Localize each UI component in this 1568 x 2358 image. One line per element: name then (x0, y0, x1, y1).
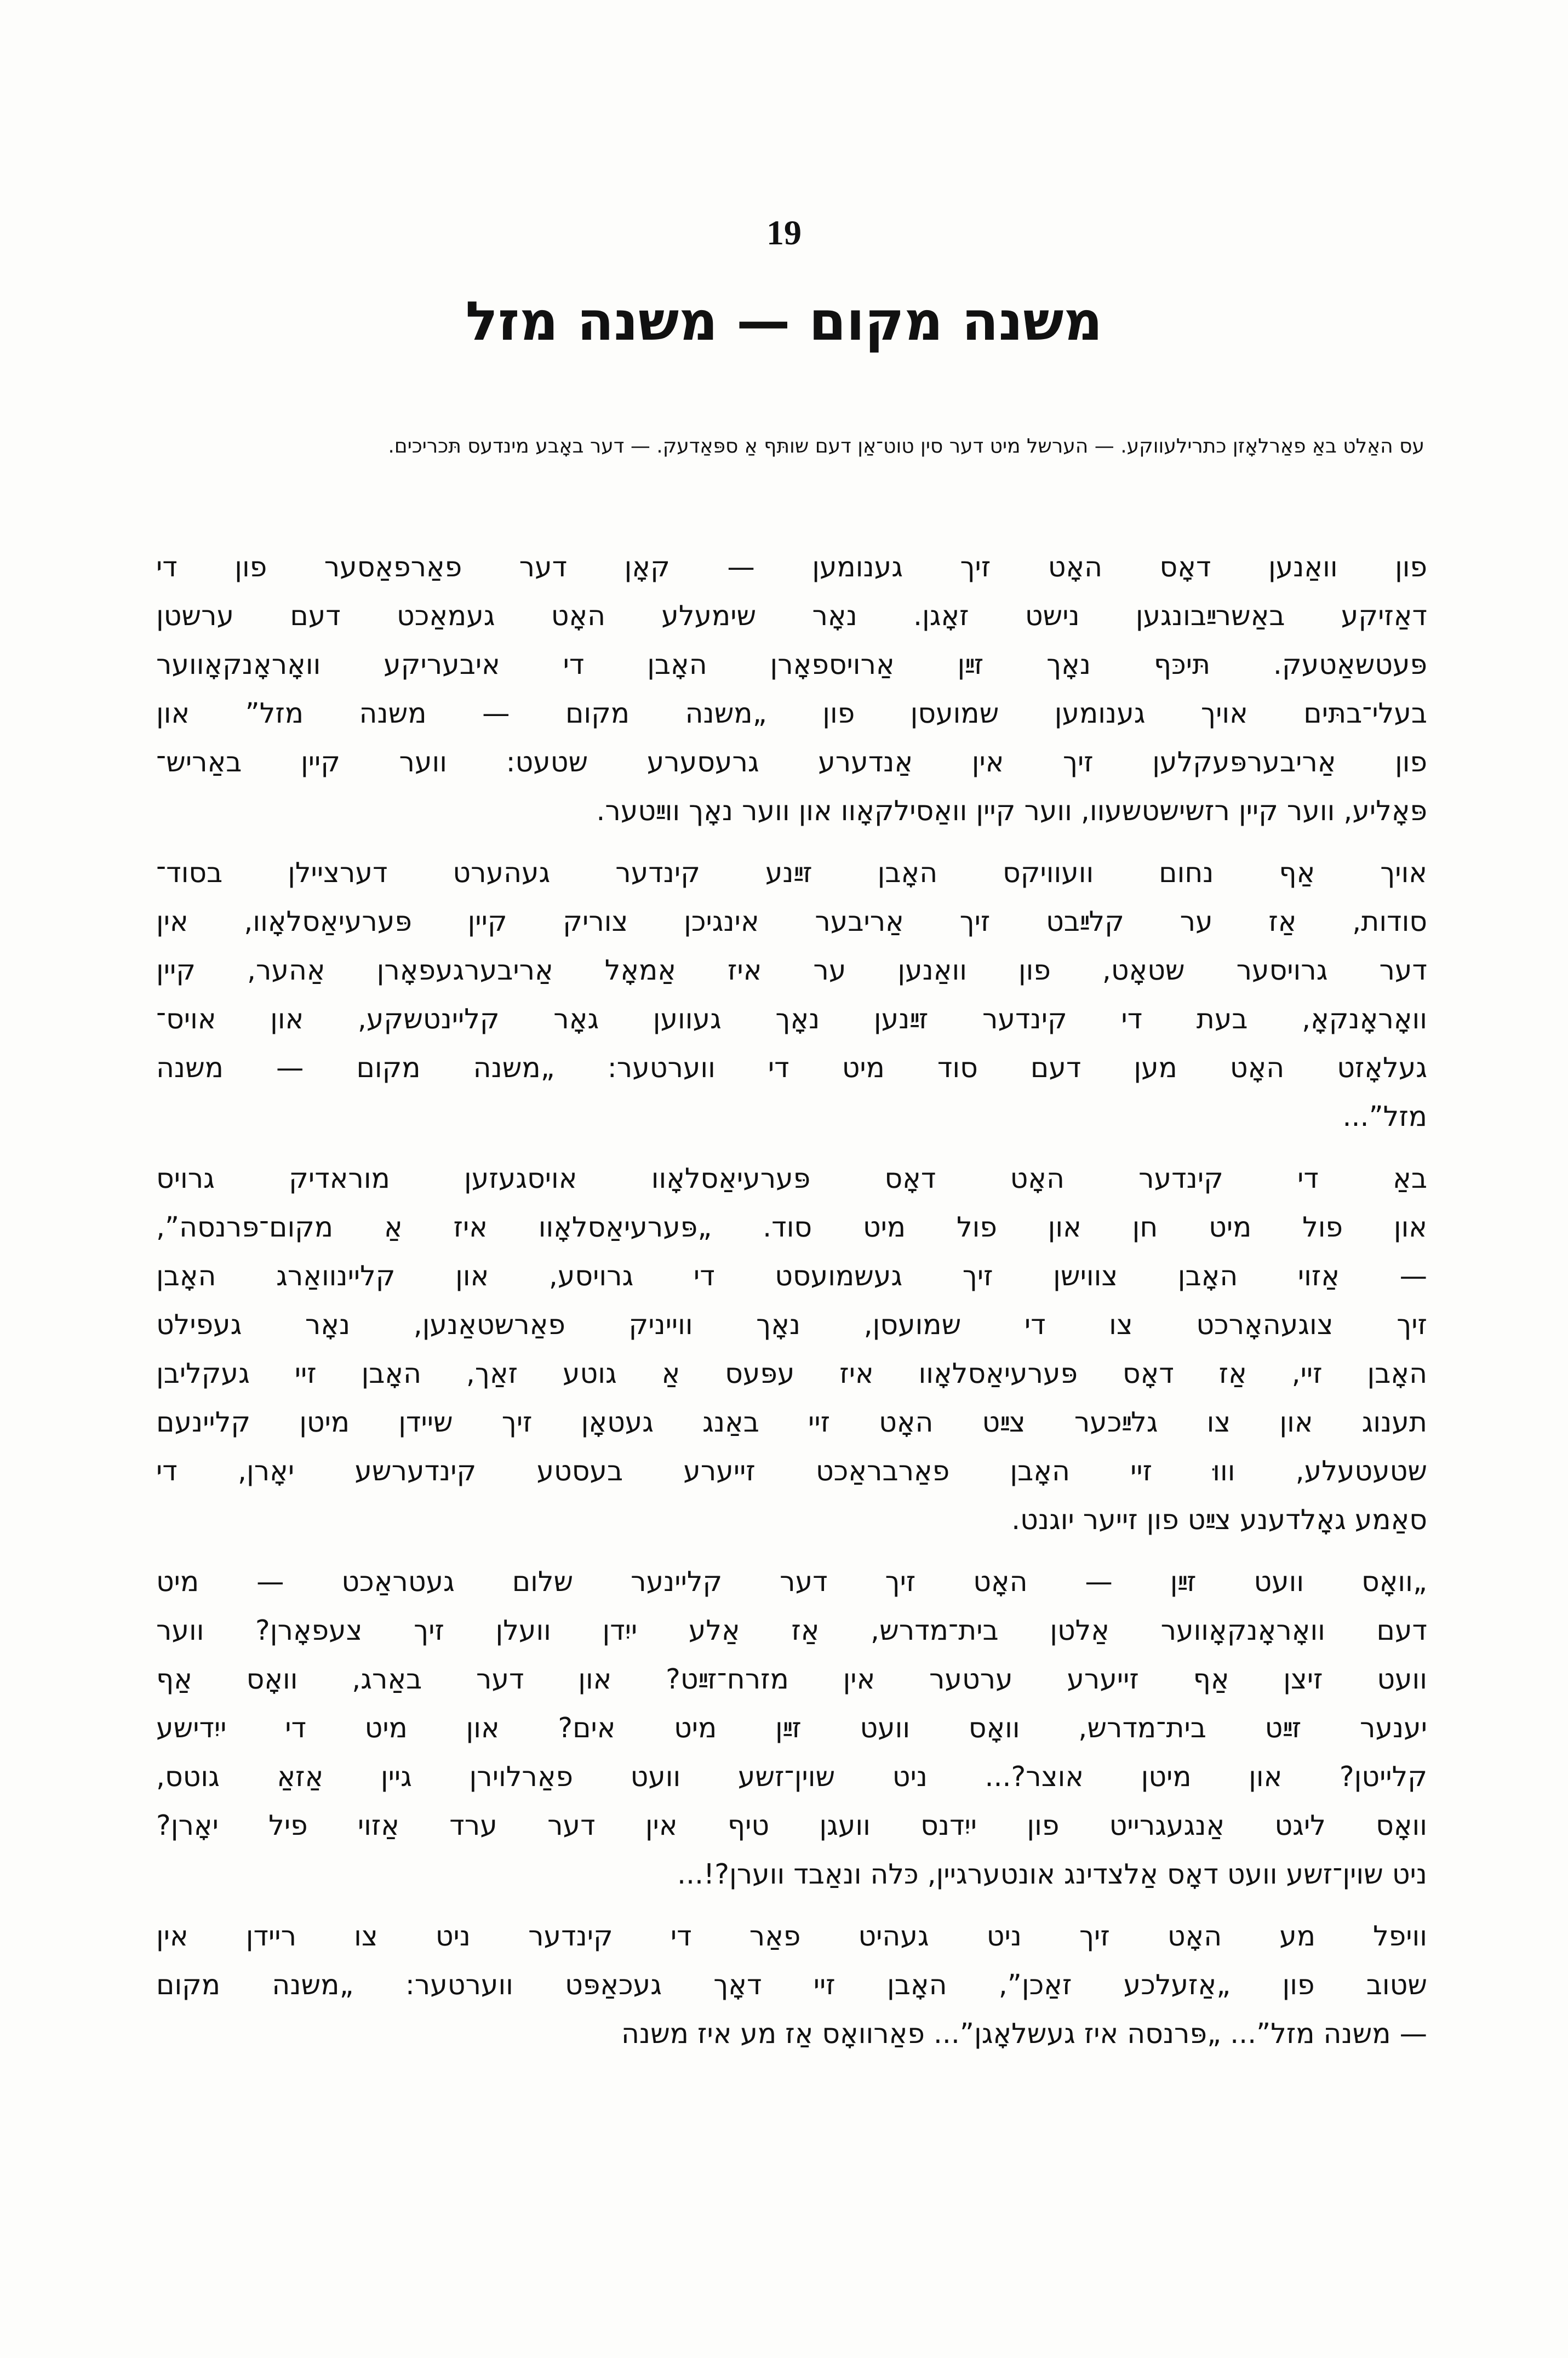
text-line: — אַזוי האָבן צווישן זיך געשמועסט די גרויסע, און קליינוואַרג האָבן (156, 1260, 1427, 1292)
paragraph (156, 1557, 1427, 1898)
text-line: פּאָליע, ווער קיין רזשישטשעוו, ווער קיין וואַסילקאָוו און ווער נאָך ווײַטער. (596, 794, 1427, 827)
text-line: פון אַריבערפּעקלען זיך אין אַנדערע גרעסערע שטעט: ווער קיין באַריש־ (156, 746, 1427, 778)
text-line: האָבן זיי, אַז דאָס פּערעיאַסלאָוו איז עפּעס אַ גוטע זאַך, האָבן זיי געקליבן (156, 1357, 1427, 1389)
text-line: דעם וואָראָנקאָווער אַלטן בית־מדרש, אַז אַלע ייִדן וועלן זיך צעפאָרן? ווער (156, 1614, 1427, 1646)
body-text (156, 542, 1427, 2071)
paragraph (156, 1154, 1427, 1544)
text-line: וואָס ליגט אַנגעגרייט פון ייִדנס וועגן טיף אין דער ערד אַזוי פיל יאָרן? (156, 1809, 1427, 1841)
text-line: — משנה מזל”... „פּרנסה איז געשלאָגן”... פאַרוואָס אַז מע איז משנה (621, 2017, 1427, 2050)
text-line: וואָראָנקאָ, בעת די קינדער זײַנען נאָך געווען גאָר קליינטשקע, און אויס־ (156, 1003, 1427, 1035)
text-line: מזל”... (1342, 1100, 1427, 1132)
text-line: באַ די קינדער האָט דאָס פּערעיאַסלאָוו אויסגעזען מוראדיק גרויס (156, 1162, 1427, 1194)
text-line: און פול מיט חן און פול מיט סוד. „פּערעיאַסלאָוו איז אַ מקום־פּרנסה”, (156, 1211, 1427, 1243)
paragraph (156, 1911, 1427, 2058)
page-number: 19 (766, 213, 802, 252)
text-line: בעלי־בתּים אויך גענומען שמועסן פון „משנה מקום — משנה מזל” און (156, 697, 1427, 729)
text-line: אויך אַף נחום וועוויקס האָבן זײַנע קינדער געהערט דערציילן בסוד־ (156, 856, 1427, 889)
text-line: דער גרויסער שטאָט, פון וואַנען ער איז אַמאָל אַריבערגעפאָרן אַהער, קיין (156, 954, 1427, 986)
text-line: וויפל מע האָט זיך ניט געהיט פאַר די קינדער ניט צו ריידן אין (156, 1920, 1427, 1952)
text-line: פון וואַנען דאָס האָט זיך גענומען — קאָן דער פאַרפאַסער פון די (156, 551, 1427, 583)
paragraph (156, 542, 1427, 835)
text-line: סודות, אַז ער קלײַבט זיך אַריבער אינגיכן צוריק קיין פּערעיאַסלאָוו, אין (156, 905, 1427, 937)
chapter-title: משנה מקום — משנה מזל (465, 290, 1103, 353)
text-line: דאַזיקע באַשרײַבונגען נישט זאָגן. נאָר שימעלע האָט געמאַכט דעם ערשטן (156, 599, 1427, 632)
text-line: שטעטעלע, וווּ זיי האָבן פאַרבראַכט זייערע בעסטע קינדערשע יאָרן, די (156, 1455, 1427, 1487)
text-line: תענוג און צו גלײַכער צײַט האָט זיי באַנג געטאָן זיך שיידן מיטן קליינעם (156, 1406, 1427, 1438)
text-line: וועט זיצן אַף זייערע ערטער אין מזרח־זײַט? און דער באַרג, וואָס אַף (156, 1663, 1427, 1695)
text-line: פּעטשאַטעק. תּיכּף נאָך זײַן אַרויספאָרן האָבן די איבעריקע וואָראָנקאָווער (156, 648, 1427, 680)
text-line: קלייטן? און מיטן אוצר?... ניט שוין־זשע וועט פאַרלוירן גיין אַזאַ גוטס, (156, 1760, 1427, 1793)
text-line: זיך צוגעהאָרכט צו די שמועסן, נאָך ווייניק פאַרשטאַנען, נאָר געפילט (156, 1308, 1427, 1341)
paragraph (156, 848, 1427, 1141)
text-line: שטוב פון „אַזעלכע זאַכן”, האָבן זיי דאָך געכאַפּט ווערטער: „משנה מקום (156, 1968, 1427, 2001)
text-line: געלאָזט האָט מען דעם סוד מיט די ווערטער: „משנה מקום — משנה (156, 1051, 1427, 1084)
text-line: סאַמע גאָלדענע צײַט פון זייער יוגנט. (1011, 1503, 1427, 1536)
text-line: ניט שוין־זשע וועט דאָס אַלצדינג אונטערגיין, כּלה ונאַבד ווערן?!... (677, 1858, 1427, 1890)
text-line: יענער זײַט בית־מדרש, וואָס וועט זײַן מיט אים? און מיט די ייִדישע (156, 1712, 1427, 1744)
text-line: „וואָס וועט זײַן — האָט זיך דער קליינער שלום געטראַכט — מיט (156, 1565, 1427, 1598)
chapter-summary: עס האַלט באַ פאַרלאָזן כתרילעווקע. — הערשל מיט דער סין טוט־אַן דעם שותּף אַ ספּאַדעק. — דער באָבע מינדעס תּכריכים. (388, 435, 1424, 457)
